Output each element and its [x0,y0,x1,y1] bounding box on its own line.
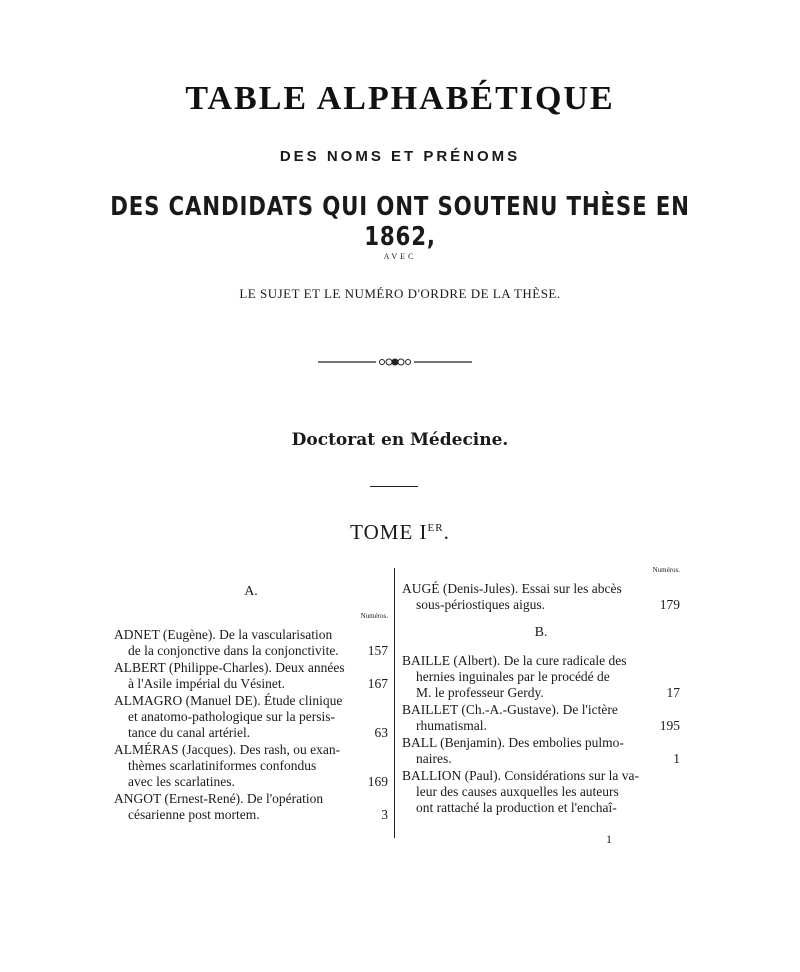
section-title: Doctorat en Médecine. [291,430,509,450]
short-rule [370,486,418,487]
subtitle-names: DES NOMS ET PRÉNOMS [279,148,521,165]
subtitle-candidates: DES CANDIDATS QUI ONT SOUTENU THÈSE EN 1862, [110,192,690,252]
ornament-divider [318,354,472,370]
entry-line [402,800,680,816]
left-entries-list [114,627,388,823]
entry-text: M. le professeur Gerdy. [416,685,544,700]
entry-text: avec les scarlatines. [128,774,235,789]
entry-line [114,643,388,659]
entry-line: ALBERT (Philippe-Charles). Deux années [114,660,345,675]
left-column [114,580,388,824]
tome-sup: ER [427,522,444,534]
index-entry [114,742,388,790]
entry-number: 179 [659,597,680,612]
index-entry [114,660,388,692]
entry-number: 1 [673,751,680,766]
entry-line [114,774,388,790]
entry-text: sous-périostiques aigus. [416,597,545,612]
entry-line: leur des causes auxquelles les auteurs [416,784,619,799]
index-entry [402,702,680,734]
entry-number: 157 [367,643,388,658]
entry-line: ALMÉRAS (Jacques). Des rash, ou exan- [114,742,341,757]
footer-mark: 1 [606,832,612,846]
entry-line [402,751,680,767]
subtitle-sujet: LE SUJET ET LE NUMÉRO D'ORDRE DE LA THÈSE. [239,286,561,301]
tome-heading [0,520,800,545]
index-entry [402,581,680,613]
entry-text: à l'Asile impérial du Vésinet. [128,676,286,691]
tome-label: TOME I [350,520,428,544]
entry-line: AUGÉ (Denis-Jules). Essai sur les abcès [402,581,622,596]
letter-heading-b: B. [534,625,548,640]
subtitle-avec: AVEC [383,252,417,261]
entry-number: 17 [666,685,680,700]
index-entry [402,768,680,816]
index-entry [402,653,680,701]
entry-number: 3 [381,807,388,822]
page-title: TABLE ALPHABÉTIQUE [185,80,615,117]
entry-line: thèmes scarlatiniformes confondus [128,758,317,773]
entry-line: BAILLET (Ch.-A.-Gustave). De l'ictère [402,702,618,717]
entry-line: hernies inguinales par le procédé de [416,669,610,684]
entry-text: tance du canal artériel. [128,725,251,740]
tome-trail: . [443,520,450,544]
entry-text: césarienne post mortem. [128,807,260,822]
numeros-label: Numéros. [652,566,680,574]
entry-line: ANGOT (Ernest-René). De l'opération [114,791,324,806]
index-entry [114,627,388,659]
entry-line [114,676,388,692]
numeros-label: Numéros. [360,612,388,620]
entry-line [114,807,388,823]
entry-line: BALLION (Paul). Considérations sur la va- [402,768,639,783]
entry-line: ALMAGRO (Manuel DE). Étude clinique [114,693,343,708]
index-entry [114,693,388,741]
entry-text: de la conjonctive dans la conjonctivite. [128,643,339,658]
entry-line: ADNET (Eugène). De la vascularisation [114,627,333,642]
entry-line [402,597,680,613]
entry-number: 167 [367,676,388,691]
entry-line [114,725,388,741]
entry-line: BAILLE (Albert). De la cure radicale des [402,653,627,668]
entry-text: rhumatismal. [416,718,487,733]
entry-number: 63 [374,725,388,740]
column-divider [394,568,395,838]
entry-text: naires. [416,751,452,766]
entry-line [402,718,680,734]
entry-line: BALL (Benjamin). Des embolies pulmo- [402,735,624,750]
entry-line [402,685,680,701]
letter-heading-a: A. [244,584,258,599]
entry-number: 195 [659,718,680,733]
entry-text: ont rattaché la production et l'enchaî- [416,800,617,815]
entry-number: 169 [367,774,388,789]
index-entry [402,735,680,767]
right-entries-list [402,653,680,816]
index-entry [114,791,388,823]
right-entries-top-list [402,581,680,613]
entry-line: et anatomo-pathologique sur la persis- [128,709,335,724]
right-column [402,562,680,817]
